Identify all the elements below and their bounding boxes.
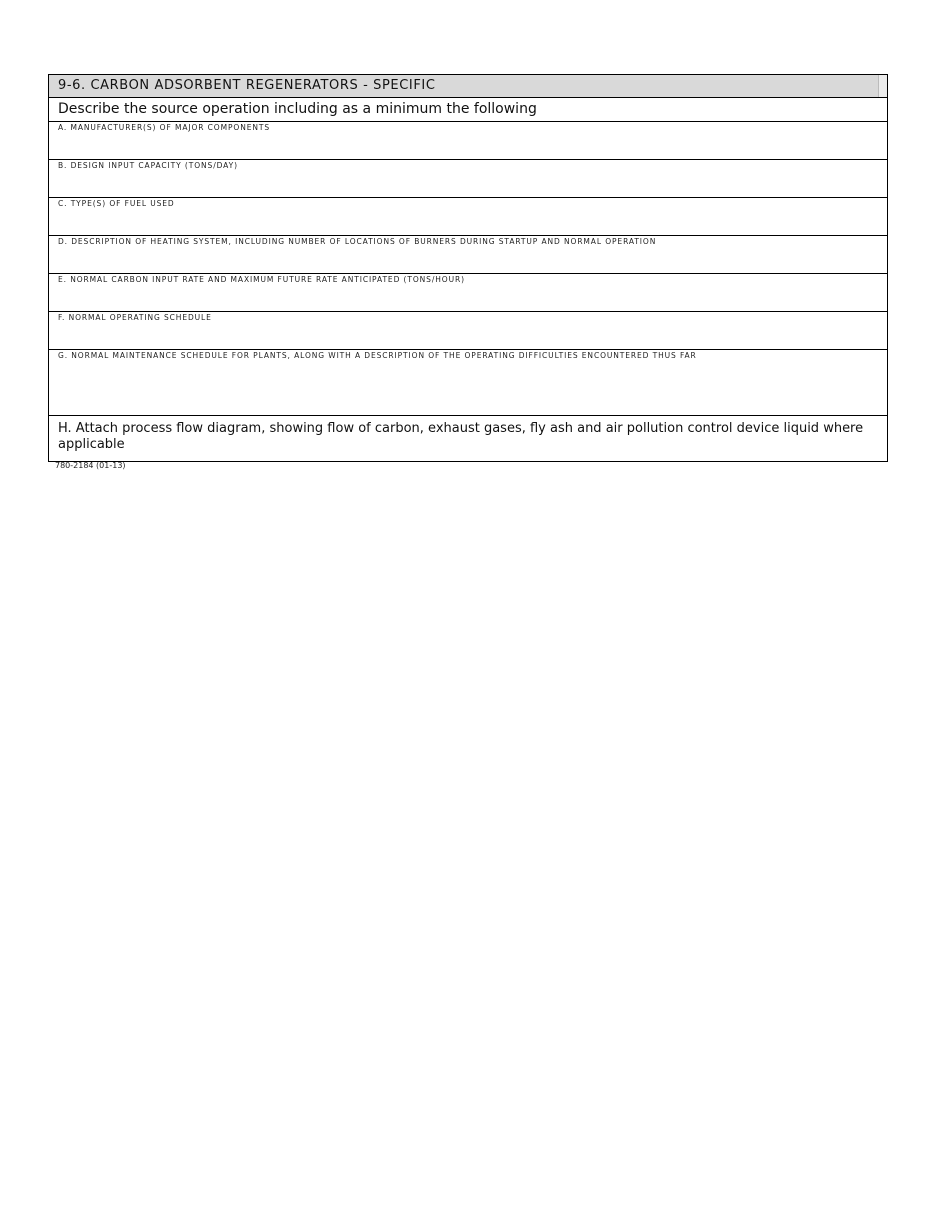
design-input-capacity-input[interactable] xyxy=(58,176,878,194)
field-label-design-input-capacity: B. DESIGN INPUT CAPACITY (TONS/DAY) xyxy=(58,161,238,170)
operating-schedule-input[interactable] xyxy=(58,328,878,346)
field-label-maintenance-schedule: G. NORMAL MAINTENANCE SCHEDULE FOR PLANTS, ALONG WITH A DESCRIPTION OF THE OPERATING DIFFICULTIES ENCOUNTERED THUS FAR xyxy=(58,351,697,360)
manufacturers-input[interactable] xyxy=(58,138,878,156)
section-intro: Describe the source operation including as a minimum the following xyxy=(49,98,887,122)
section-header xyxy=(49,75,887,98)
field-label-carbon-input-rate: E. NORMAL CARBON INPUT RATE AND MAXIMUM FUTURE RATE ANTICIPATED (TONS/HOUR) xyxy=(58,275,465,284)
heating-system-input[interactable] xyxy=(58,252,878,270)
field-fuel-type[interactable] xyxy=(49,198,887,236)
field-label-operating-schedule: F. NORMAL OPERATING SCHEDULE xyxy=(58,313,212,322)
fuel-type-input[interactable] xyxy=(58,214,878,232)
attachment-instruction: H. Attach process flow diagram, showing flow of carbon, exhaust gases, fly ash and air pollution control device liquid where applicable xyxy=(49,416,887,462)
header-edge xyxy=(878,75,887,97)
maintenance-schedule-input[interactable] xyxy=(58,394,878,412)
field-manufacturers[interactable] xyxy=(49,122,887,160)
field-label-heating-system: D. DESCRIPTION OF HEATING SYSTEM, INCLUDING NUMBER OF LOCATIONS OF BURNERS DURING STARTUP AND NORMAL OPERATION xyxy=(58,237,657,246)
field-label-manufacturers: A. MANUFACTURER(S) OF MAJOR COMPONENTS xyxy=(58,123,271,132)
field-maintenance-schedule[interactable] xyxy=(49,350,887,416)
field-heating-system[interactable] xyxy=(49,236,887,274)
carbon-input-rate-input[interactable] xyxy=(58,290,878,308)
form-number: 780-2184 (01-13) xyxy=(55,461,126,470)
carbon-regenerators-form xyxy=(48,74,888,462)
field-carbon-input-rate[interactable] xyxy=(49,274,887,312)
field-operating-schedule[interactable] xyxy=(49,312,887,350)
field-design-input-capacity[interactable] xyxy=(49,160,887,198)
field-label-fuel-type: C. TYPE(S) OF FUEL USED xyxy=(58,199,175,208)
section-title: 9-6. CARBON ADSORBENT REGENERATORS - SPECIFIC xyxy=(58,78,436,93)
